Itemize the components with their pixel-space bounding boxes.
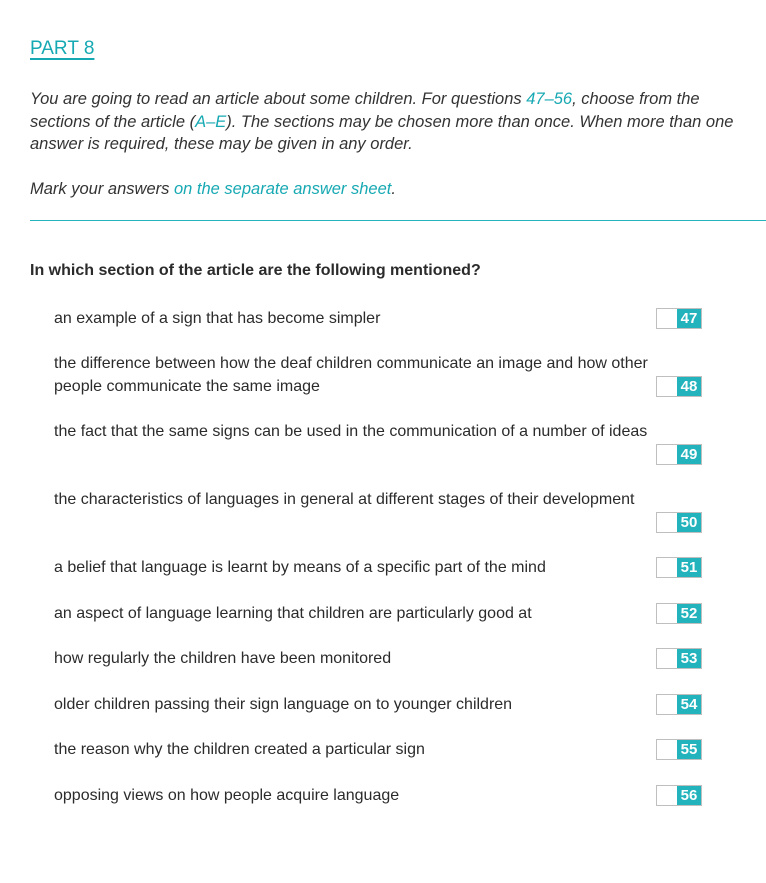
question-number: 49 <box>677 445 701 464</box>
answer-box[interactable] <box>656 444 702 465</box>
question-number: 50 <box>677 513 701 532</box>
question-number: 55 <box>677 740 701 759</box>
question-number: 52 <box>677 604 701 623</box>
answer-blank[interactable] <box>657 786 677 805</box>
question-item: a belief that language is learnt by means of a specific part of the mind <box>54 559 546 576</box>
answer-blank[interactable] <box>657 604 677 623</box>
answer-box[interactable] <box>656 308 702 329</box>
answer-blank[interactable] <box>657 445 677 464</box>
part-title: PART 8 <box>30 38 95 59</box>
instructions-text-3: ). The sections may be chosen more than once. When more than one answer is required, these may be given in any order. <box>30 112 734 153</box>
question-item: the fact that the same signs can be used in the communication of a number of ideas <box>54 423 648 440</box>
answer-box[interactable] <box>656 694 702 715</box>
answer-blank[interactable] <box>657 740 677 759</box>
question-number: 51 <box>677 558 701 577</box>
answer-blank[interactable] <box>657 695 677 714</box>
question-item: the reason why the children created a particular sign <box>54 741 425 758</box>
question-item: the difference between how the deaf children communicate an image and how other people communicate the same image <box>54 355 648 395</box>
question-item: an example of a sign that has become simpler <box>54 310 381 327</box>
answer-box[interactable] <box>656 603 702 624</box>
answer-box[interactable] <box>656 557 702 578</box>
answer-box[interactable] <box>656 376 702 397</box>
answer-blank[interactable] <box>657 309 677 328</box>
instructions <box>30 88 755 156</box>
question-item: how regularly the children have been monitored <box>54 650 392 667</box>
section-divider <box>30 220 766 221</box>
question-range: 47–56 <box>526 90 573 108</box>
question-item: older children passing their sign language on to younger children <box>54 696 513 713</box>
question-number: 53 <box>677 649 701 668</box>
question-item: the characteristics of languages in general at different stages of their development <box>54 491 635 508</box>
answer-box[interactable] <box>656 739 702 760</box>
answer-box[interactable] <box>656 785 702 806</box>
question-heading: In which section of the article are the following mentioned? <box>30 262 481 279</box>
section-range: A–E <box>195 112 227 131</box>
answer-blank[interactable] <box>657 513 677 532</box>
answer-blank[interactable] <box>657 377 677 396</box>
mark-suffix: . <box>391 180 396 198</box>
answer-box[interactable] <box>656 648 702 669</box>
question-number: 56 <box>677 786 701 805</box>
question-number: 48 <box>677 377 701 396</box>
answer-sheet-link: on the separate answer sheet <box>173 180 392 198</box>
question-item: an aspect of language learning that children are particularly good at <box>54 605 532 622</box>
question-number: 47 <box>677 309 701 328</box>
answer-blank[interactable] <box>657 558 677 577</box>
instructions-text-1: You are going to read an article about some children. For questions <box>30 90 527 108</box>
answer-box[interactable] <box>656 512 702 533</box>
question-item: opposing views on how people acquire language <box>54 787 400 804</box>
answer-blank[interactable] <box>657 649 677 668</box>
mark-answers-line <box>30 180 396 199</box>
question-number: 54 <box>677 695 701 714</box>
instructions-text-2: , choose from the sections of the article ( <box>30 90 700 131</box>
mark-prefix: Mark your answers <box>30 180 174 198</box>
